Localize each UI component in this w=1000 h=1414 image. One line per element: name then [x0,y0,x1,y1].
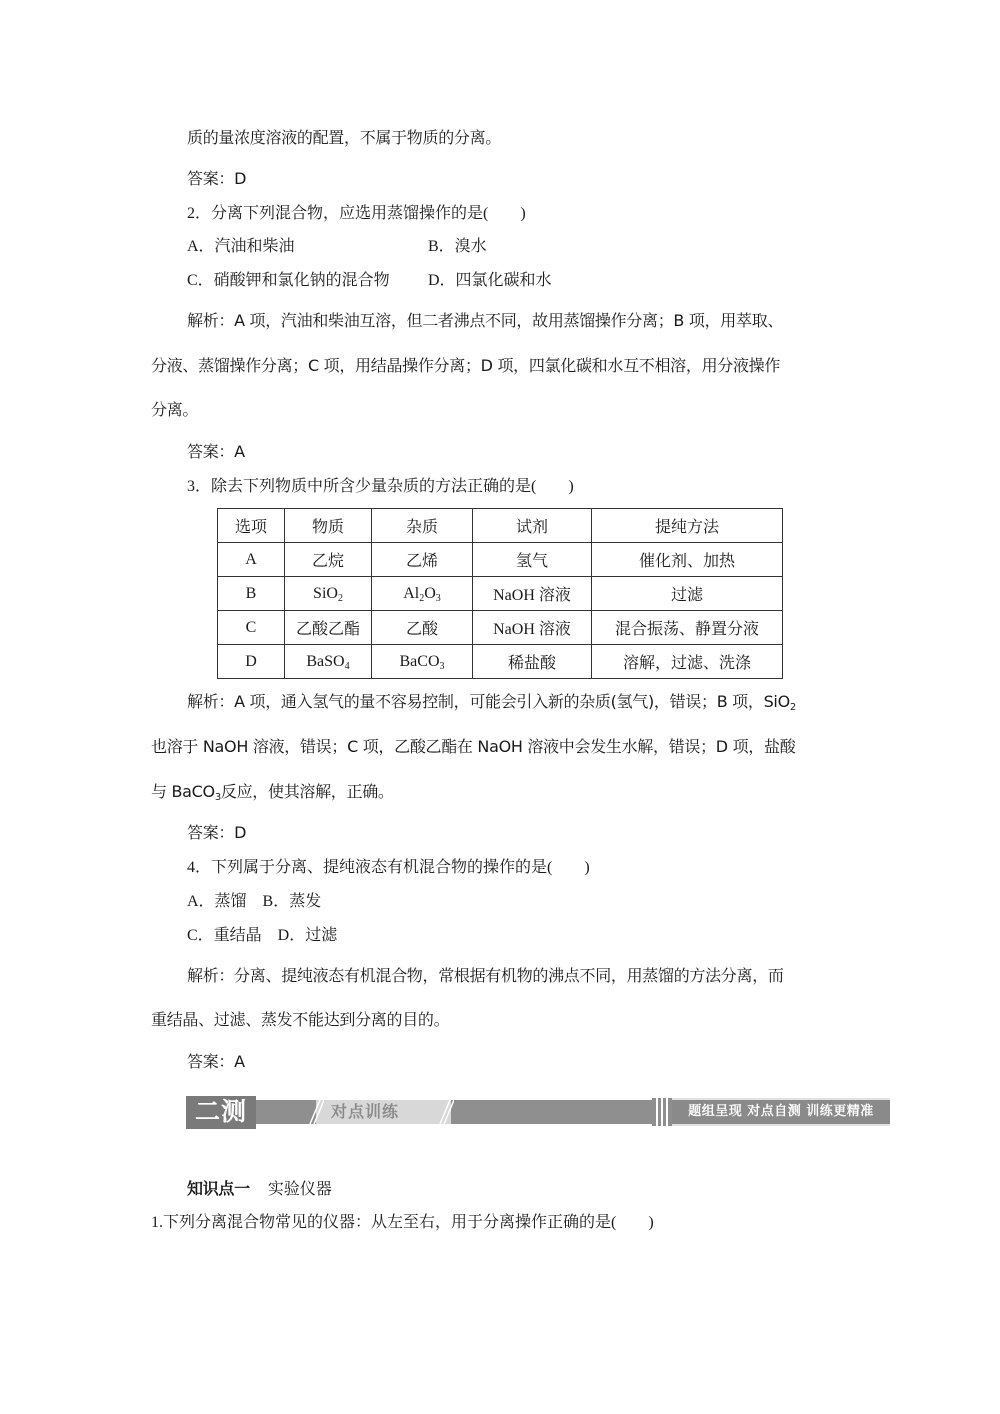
q3-analysis-line2: 也溶于 NaOH 溶液，错误；C 项，乙酸乙酯在 NaOH 溶液中会发生水解，错误；D 项，盐酸 [151,737,796,756]
q2-stem: 2．分离下列混合物，应选用蒸馏操作的是( ) [187,205,526,222]
next-question-stem: 1.下列分离混合物常见的仪器：从左至右，用于分离操作正确的是( ) [151,1214,654,1231]
table-header-cell: 物质 [285,509,372,543]
formula-subscript: 3 [435,592,441,604]
formula-text: BaCO [399,652,440,670]
banner-slogan: 题组呈现 对点自测 训练更精准 [688,1104,874,1119]
table-cell-method: 催化剂、加热 [592,543,783,577]
q2-analysis-line2: 分液、蒸馏操作分离；C 项，用结晶操作分离；D 项，四氯化碳和水互不相溶，用分液操作 [151,356,781,375]
q4-stem: 4．下列属于分离、提纯液态有机混合物的操作的是( ) [187,859,590,876]
q4-analysis-line1: 解析：分离、提纯液态有机混合物，常根据有机物的沸点不同，用蒸馏的方法分离，而 [187,966,784,985]
q3-analysis-line1 [187,692,796,712]
table-cell-method: 过滤 [592,577,783,611]
table-cell-substance [285,577,372,611]
q4-answer: 答案：A [187,1052,245,1071]
slash-decoration-icon [308,1100,324,1124]
q3-table [217,508,783,679]
table-cell-impurity [372,577,473,611]
table-cell-substance: 乙烷 [285,543,372,577]
table-header-cell: 试剂 [473,509,592,543]
formula-subscript: 2 [419,592,425,604]
formula-subscript: 2 [789,702,796,713]
q2-analysis-line3: 分离。 [151,400,199,419]
q2-option-b: B．溴水 [428,238,487,255]
previous-analysis-tail: 质的量浓度溶液的配置，不属于物质的分离。 [187,128,502,147]
table-cell-reagent: 氢气 [473,543,592,577]
table-cell-reagent: 稀盐酸 [473,645,592,679]
q2-option-a: A．汽油和柴油 [187,238,295,255]
formula-subscript: 3 [439,660,445,672]
q4-options-line1: A．蒸馏 B．蒸发 [187,893,322,910]
table-cell-method: 溶解，过滤、洗涤 [592,645,783,679]
table-cell-impurity: 乙烯 [372,543,473,577]
table-row [218,645,783,679]
q2-option-d: D．四氯化碳和水 [428,272,552,289]
table-header-cell: 选项 [218,509,285,543]
table-cell-method: 混合振荡、静置分液 [592,611,783,645]
table-cell-reagent: NaOH 溶液 [473,577,592,611]
q4-options-line2: C．重结晶 D．过滤 [187,927,338,944]
stripe-decoration-icon [652,1098,672,1126]
table-cell-option: A [218,543,285,577]
formula-text: BaSO [306,652,345,670]
analysis-text: 解析：A 项，通入氢气的量不容易控制，可能会引入新的杂质(氢气)，错误；B 项，SiO [187,692,790,711]
table-header-cell: 杂质 [372,509,473,543]
table-cell-substance [285,645,372,679]
analysis-text: 反应，使其溶解，正确。 [220,782,394,801]
table-cell-option: C [218,611,285,645]
table-cell-impurity [372,645,473,679]
banner-tag: 二测 [186,1096,256,1129]
analysis-text: 与 BaCO [151,782,215,801]
table-row [218,611,783,645]
q4-analysis-line2: 重结晶、过滤、蒸发不能达到分离的目的。 [151,1010,450,1029]
formula-text: Al [403,584,420,602]
formula-subscript: 3 [214,792,221,803]
q3-analysis-line3 [151,782,394,802]
q2-option-c: C．硝酸钾和氯化钠的混合物 [187,272,390,289]
formula-subscript: 2 [337,592,343,604]
q2-analysis-line1: 解析：A 项，汽油和柴油互溶，但二者沸点不同，故用蒸馏操作分离；B 项，用萃取、 [187,311,784,330]
knowledge-point-heading [187,1179,332,1200]
previous-answer: 答案：D [187,169,247,188]
table-cell-substance: 乙酸乙酯 [285,611,372,645]
slash-decoration-icon [438,1100,454,1124]
table-header-row [218,509,783,543]
table-cell-option: D [218,645,285,679]
knowledge-point-title: 实验仪器 [267,1181,332,1198]
q3-stem: 3．除去下列物质中所含少量杂质的方法正确的是( ) [187,478,574,495]
table-cell-impurity: 乙酸 [372,611,473,645]
q2-answer: 答案：A [187,442,245,461]
q3-answer: 答案：D [187,823,247,842]
formula-text: O [424,584,436,602]
banner-subtitle: 对点训练 [331,1102,400,1121]
table-row [218,577,783,611]
section-banner [186,1096,890,1129]
table-row [218,543,783,577]
table-cell-option: B [218,577,285,611]
table-cell-reagent: NaOH 溶液 [473,611,592,645]
formula-subscript: 4 [344,660,350,672]
table-header-cell: 提纯方法 [592,509,783,543]
formula-text: SiO [313,584,338,602]
knowledge-point-label: 知识点一 [187,1179,250,1198]
